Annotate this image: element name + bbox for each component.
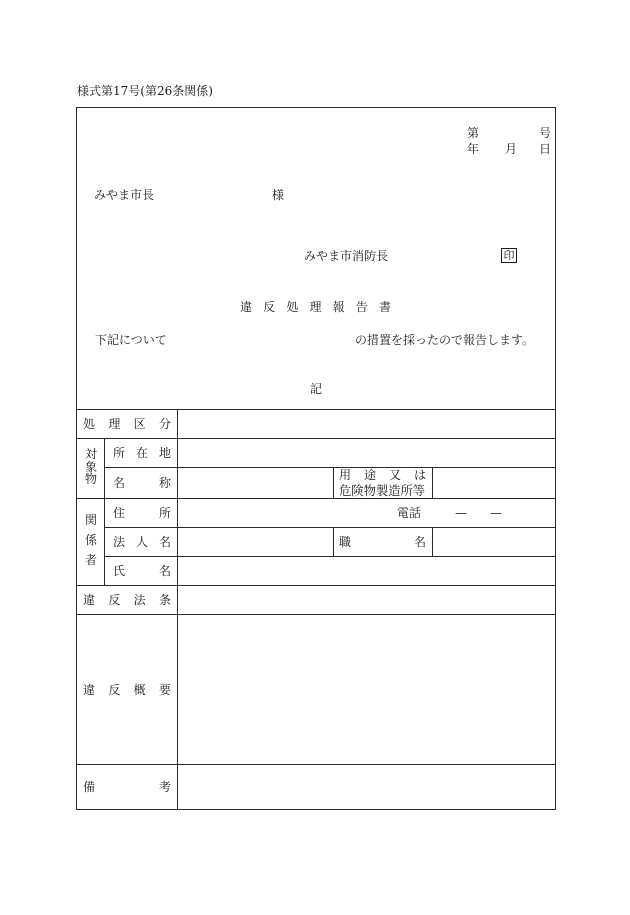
address-label xyxy=(113,507,171,519)
name-label xyxy=(113,477,171,489)
label-char: 備 xyxy=(83,780,96,794)
usage-field[interactable] xyxy=(434,469,554,497)
label-char: 関 xyxy=(84,513,97,527)
doc-number-prefix: 第 xyxy=(467,126,480,140)
label-char: 処 xyxy=(83,417,96,431)
body-text-suffix: の措置を採ったので報告します。 xyxy=(355,333,535,347)
label-column-line xyxy=(177,409,178,810)
disposal-type-label xyxy=(83,418,171,430)
person-name-field[interactable] xyxy=(179,558,554,584)
violation-summary-field[interactable] xyxy=(179,616,554,762)
row-line xyxy=(104,467,556,468)
usage-column-line xyxy=(432,467,433,498)
issuer-name: みやま市消防長 xyxy=(304,249,389,263)
label-char: 象 xyxy=(84,459,97,474)
label-char: 人 xyxy=(135,535,148,549)
addressee-honorific: 様 xyxy=(272,188,285,202)
date-month-label: 月 xyxy=(505,142,518,156)
person-name-label xyxy=(113,565,171,577)
doc-number-field[interactable] xyxy=(482,125,536,140)
label-char: 条 xyxy=(158,593,171,607)
label-char: 又 xyxy=(388,468,401,482)
corporation-name-label xyxy=(113,536,171,548)
seal-mark: 印 xyxy=(501,248,517,263)
position-column-line xyxy=(333,527,334,556)
label-char: 在 xyxy=(135,446,148,460)
row-line xyxy=(76,764,556,765)
phone-label: 電話 xyxy=(397,506,422,520)
usage-label-line2: 危険物製造所等 xyxy=(339,484,426,498)
title-char: 処 xyxy=(286,300,299,314)
label-char: 用 xyxy=(339,468,352,482)
name-field[interactable] xyxy=(179,469,332,497)
table-top-line xyxy=(76,409,556,410)
label-char: 係 xyxy=(84,532,97,547)
related-person-label xyxy=(84,511,98,570)
label-char: 反 xyxy=(108,683,121,697)
group-column-line xyxy=(104,438,105,585)
addressee: みやま市長 xyxy=(94,188,155,202)
remarks-label xyxy=(83,781,171,793)
row-line xyxy=(104,527,556,528)
address-field[interactable] xyxy=(179,500,389,526)
disposal-type-field[interactable] xyxy=(179,411,554,437)
label-char: 称 xyxy=(158,476,171,490)
row-line xyxy=(76,585,556,586)
measure-field[interactable] xyxy=(170,331,350,347)
title-char: 反 xyxy=(263,300,276,314)
label-char: 区 xyxy=(133,417,146,431)
phone-dash: — xyxy=(490,506,502,520)
ki-mark: 記 xyxy=(310,382,323,396)
label-char: 名 xyxy=(158,535,171,549)
label-char: 途 xyxy=(363,468,376,482)
violation-law-label xyxy=(83,594,171,606)
body-text-prefix: 下記について xyxy=(95,333,167,347)
date-year-label: 年 xyxy=(467,142,480,156)
label-char: 物 xyxy=(84,472,97,487)
label-char: 反 xyxy=(108,593,121,607)
doc-number-suffix: 号 xyxy=(539,126,552,140)
row-line xyxy=(104,556,556,557)
label-char: は xyxy=(413,468,426,482)
label-char: 違 xyxy=(83,593,96,607)
label-char: 名 xyxy=(413,535,426,549)
row-line xyxy=(76,438,556,439)
remarks-field[interactable] xyxy=(179,766,554,808)
usage-column-line xyxy=(333,467,334,498)
label-char: 法 xyxy=(113,535,126,549)
row-line xyxy=(76,614,556,615)
label-char: 氏 xyxy=(113,564,126,578)
label-char: 住 xyxy=(113,506,126,520)
label-char: 者 xyxy=(84,552,97,567)
title-char: 報 xyxy=(332,300,345,314)
label-char: 名 xyxy=(158,564,171,578)
violation-law-field[interactable] xyxy=(179,587,554,613)
title-char: 違 xyxy=(240,300,253,314)
label-char: 所 xyxy=(158,506,171,520)
title-char: 理 xyxy=(309,300,322,314)
label-char: 職 xyxy=(339,535,352,549)
location-label xyxy=(113,447,171,459)
position-column-line xyxy=(432,527,433,556)
label-char: 要 xyxy=(158,683,171,697)
usage-label-line1 xyxy=(339,469,426,481)
label-char: 概 xyxy=(133,683,146,697)
label-char: 理 xyxy=(108,417,121,431)
label-char: 法 xyxy=(133,593,146,607)
position-label xyxy=(339,536,426,548)
label-char: 分 xyxy=(158,417,171,431)
row-line xyxy=(76,498,556,499)
location-field[interactable] xyxy=(179,440,554,466)
label-char: 考 xyxy=(158,780,171,794)
phone-field[interactable] xyxy=(430,500,554,526)
form-number: 様式第17号(第26条関係) xyxy=(77,84,213,98)
corporation-name-field[interactable] xyxy=(179,529,332,555)
position-field[interactable] xyxy=(434,529,554,555)
label-char: 対 xyxy=(84,447,97,461)
title-char: 書 xyxy=(378,300,391,314)
label-char: 地 xyxy=(158,446,171,460)
document-title xyxy=(240,301,391,313)
date-day-label: 日 xyxy=(539,142,552,156)
label-char: 名 xyxy=(113,476,126,490)
target-object-label xyxy=(84,448,98,486)
date-field[interactable] xyxy=(440,141,536,156)
label-char: 違 xyxy=(83,683,96,697)
violation-summary-label xyxy=(83,684,171,696)
label-char: 所 xyxy=(113,446,126,460)
phone-dash: — xyxy=(455,506,467,520)
title-char: 告 xyxy=(355,300,368,314)
